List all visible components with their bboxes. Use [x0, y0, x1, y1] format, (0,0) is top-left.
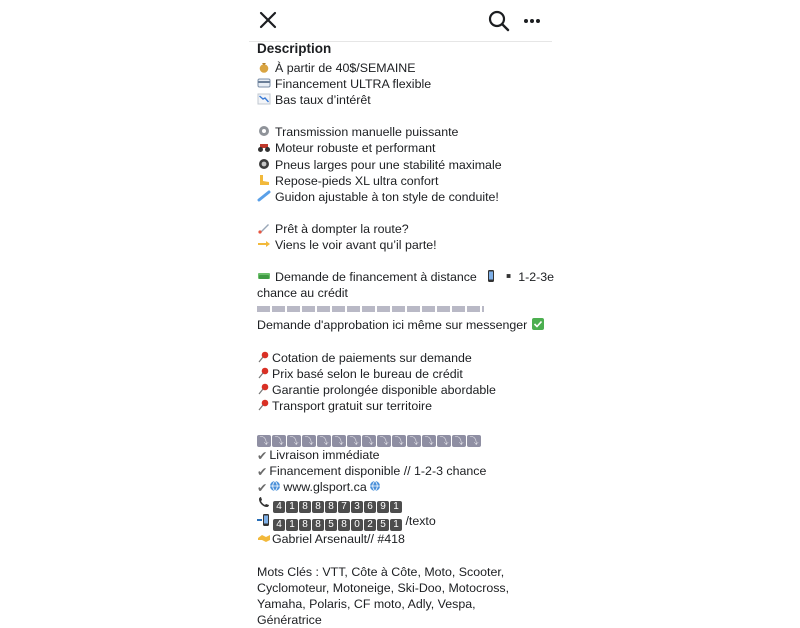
spacer [257, 108, 557, 124]
feature-line: Pneus larges pour une stabilité maximale [257, 157, 557, 173]
money-bag-icon [257, 61, 271, 73]
feature-line: Moteur robuste et performant [257, 140, 557, 156]
top-bar [249, 0, 552, 42]
digit-key: 5 [325, 519, 337, 531]
search-icon[interactable] [487, 9, 511, 33]
feature-line: Repose-pieds XL ultra confort [257, 173, 557, 189]
cta-line: Viens le voir avant qu’il parte! [257, 237, 557, 253]
gear-icon [257, 125, 271, 137]
pin-line: Garantie prolongée disponible abordable [257, 382, 557, 398]
check-mark-icon: ✔ [257, 481, 268, 496]
handlebar-icon [257, 190, 271, 202]
credit-card-icon [257, 77, 271, 89]
chart-decreasing-icon [257, 93, 271, 105]
remote-request-line: Demande de financement à distance 1-2-3e chance au crédit [257, 270, 555, 301]
money-stack-icon [257, 270, 271, 282]
pin-line: Transport gratuit sur territoire [257, 398, 557, 414]
approval-line: Demande d'approbation ici même sur messenger [257, 317, 557, 333]
phone-icon [484, 270, 498, 282]
digit-key: 1 [286, 501, 298, 513]
phone-number-1[interactable] [273, 501, 402, 513]
feature-line: Guidon ajustable à ton style de conduite! [257, 189, 557, 205]
phone-line-1 [257, 495, 557, 513]
cta-line: Prêt à dompter la route? [257, 221, 557, 237]
tire-icon [257, 158, 271, 170]
handshake-icon [257, 532, 271, 544]
digit-key: 5 [377, 519, 389, 531]
website-line [257, 479, 557, 495]
foot-icon [257, 174, 271, 186]
check-mark-icon: ✔ [257, 449, 268, 464]
globe-icon [268, 480, 282, 492]
spacer [257, 253, 557, 269]
digit-key: 4 [273, 519, 285, 531]
digit-key: 8 [312, 519, 324, 531]
check-mark-icon: ✔ [257, 465, 268, 480]
digit-key: 8 [312, 501, 324, 513]
globe-icon [368, 480, 382, 492]
telephone-icon [257, 496, 271, 508]
close-icon[interactable] [257, 9, 279, 31]
contact-line: Gabriel Arsenault// #418 [257, 531, 557, 547]
rocket-icon [257, 222, 271, 234]
atv-icon [257, 141, 271, 153]
digit-key: 1 [390, 519, 402, 531]
digit-key: 1 [286, 519, 298, 531]
phone-line-2: 4 1 8 8 5 8 0 2 5 1 /texto [257, 513, 557, 531]
down-arrow-icons: ⤵ ⤵ ⤵ ⤵ ⤵ ⤵ ⤵ ⤵ ⤵ ⤵ ⤵ ⤵ ⤵ ⤵ ⤵ [257, 435, 481, 447]
financing-line: Financement ULTRA flexible [257, 76, 557, 92]
pushpin-icon [257, 367, 271, 379]
website-link[interactable]: www.glsport.ca [283, 480, 367, 495]
digit-key: 8 [338, 519, 350, 531]
digit-key: 8 [299, 519, 311, 531]
digit-key: 3 [351, 501, 363, 513]
rate-line: Bas taux d’intérêt [257, 92, 557, 108]
pushpin-icon [257, 351, 271, 363]
divider [257, 306, 484, 312]
spacer [257, 547, 557, 563]
phone-number-2[interactable] [273, 519, 402, 531]
spacer [257, 414, 557, 430]
digit-key: 8 [299, 501, 311, 513]
pushpin-icon [257, 383, 271, 395]
check-line: ✔ Livraison immédiate [257, 448, 380, 464]
pin-line: Prix basé selon le bureau de crédit [257, 366, 557, 382]
square-icon [506, 270, 515, 282]
digit-key: 6 [364, 501, 376, 513]
digit-key: 1 [390, 501, 402, 513]
keywords-line: Mots Clés : VTT, Côte à Côte, Moto, Scooter, Cyclomoteur, Motoneige, Ski-Doo, Motocross, Yamaha, Polaris, CF moto, Adly, Vespa, Génératrice [257, 564, 510, 627]
spacer [257, 205, 557, 221]
pushpin-icon [257, 399, 271, 411]
feature-line: Transmission manuelle puissante [257, 124, 557, 140]
digit-key: 9 [377, 501, 389, 513]
description-section [257, 40, 557, 628]
check-line: ✔ Financement disponible // 1-2-3 chance [257, 464, 487, 480]
digit-key: 8 [325, 501, 337, 513]
arrow-row [257, 430, 557, 447]
pin-line: Cotation de paiements sur demande [257, 350, 557, 366]
digit-key: 4 [273, 501, 285, 513]
pointing-hand-icon [257, 238, 271, 250]
digit-key: 0 [351, 519, 363, 531]
more-icon[interactable] [521, 10, 543, 32]
digit-key: 2 [364, 519, 376, 531]
mobile-phone-arrow-icon [257, 514, 271, 526]
digit-key: 7 [338, 501, 350, 513]
description-title: Description [257, 41, 332, 56]
price-line: À partir de 40$/SEMAINE [257, 60, 557, 76]
check-mark-button-icon [531, 318, 545, 330]
spacer [257, 334, 557, 350]
